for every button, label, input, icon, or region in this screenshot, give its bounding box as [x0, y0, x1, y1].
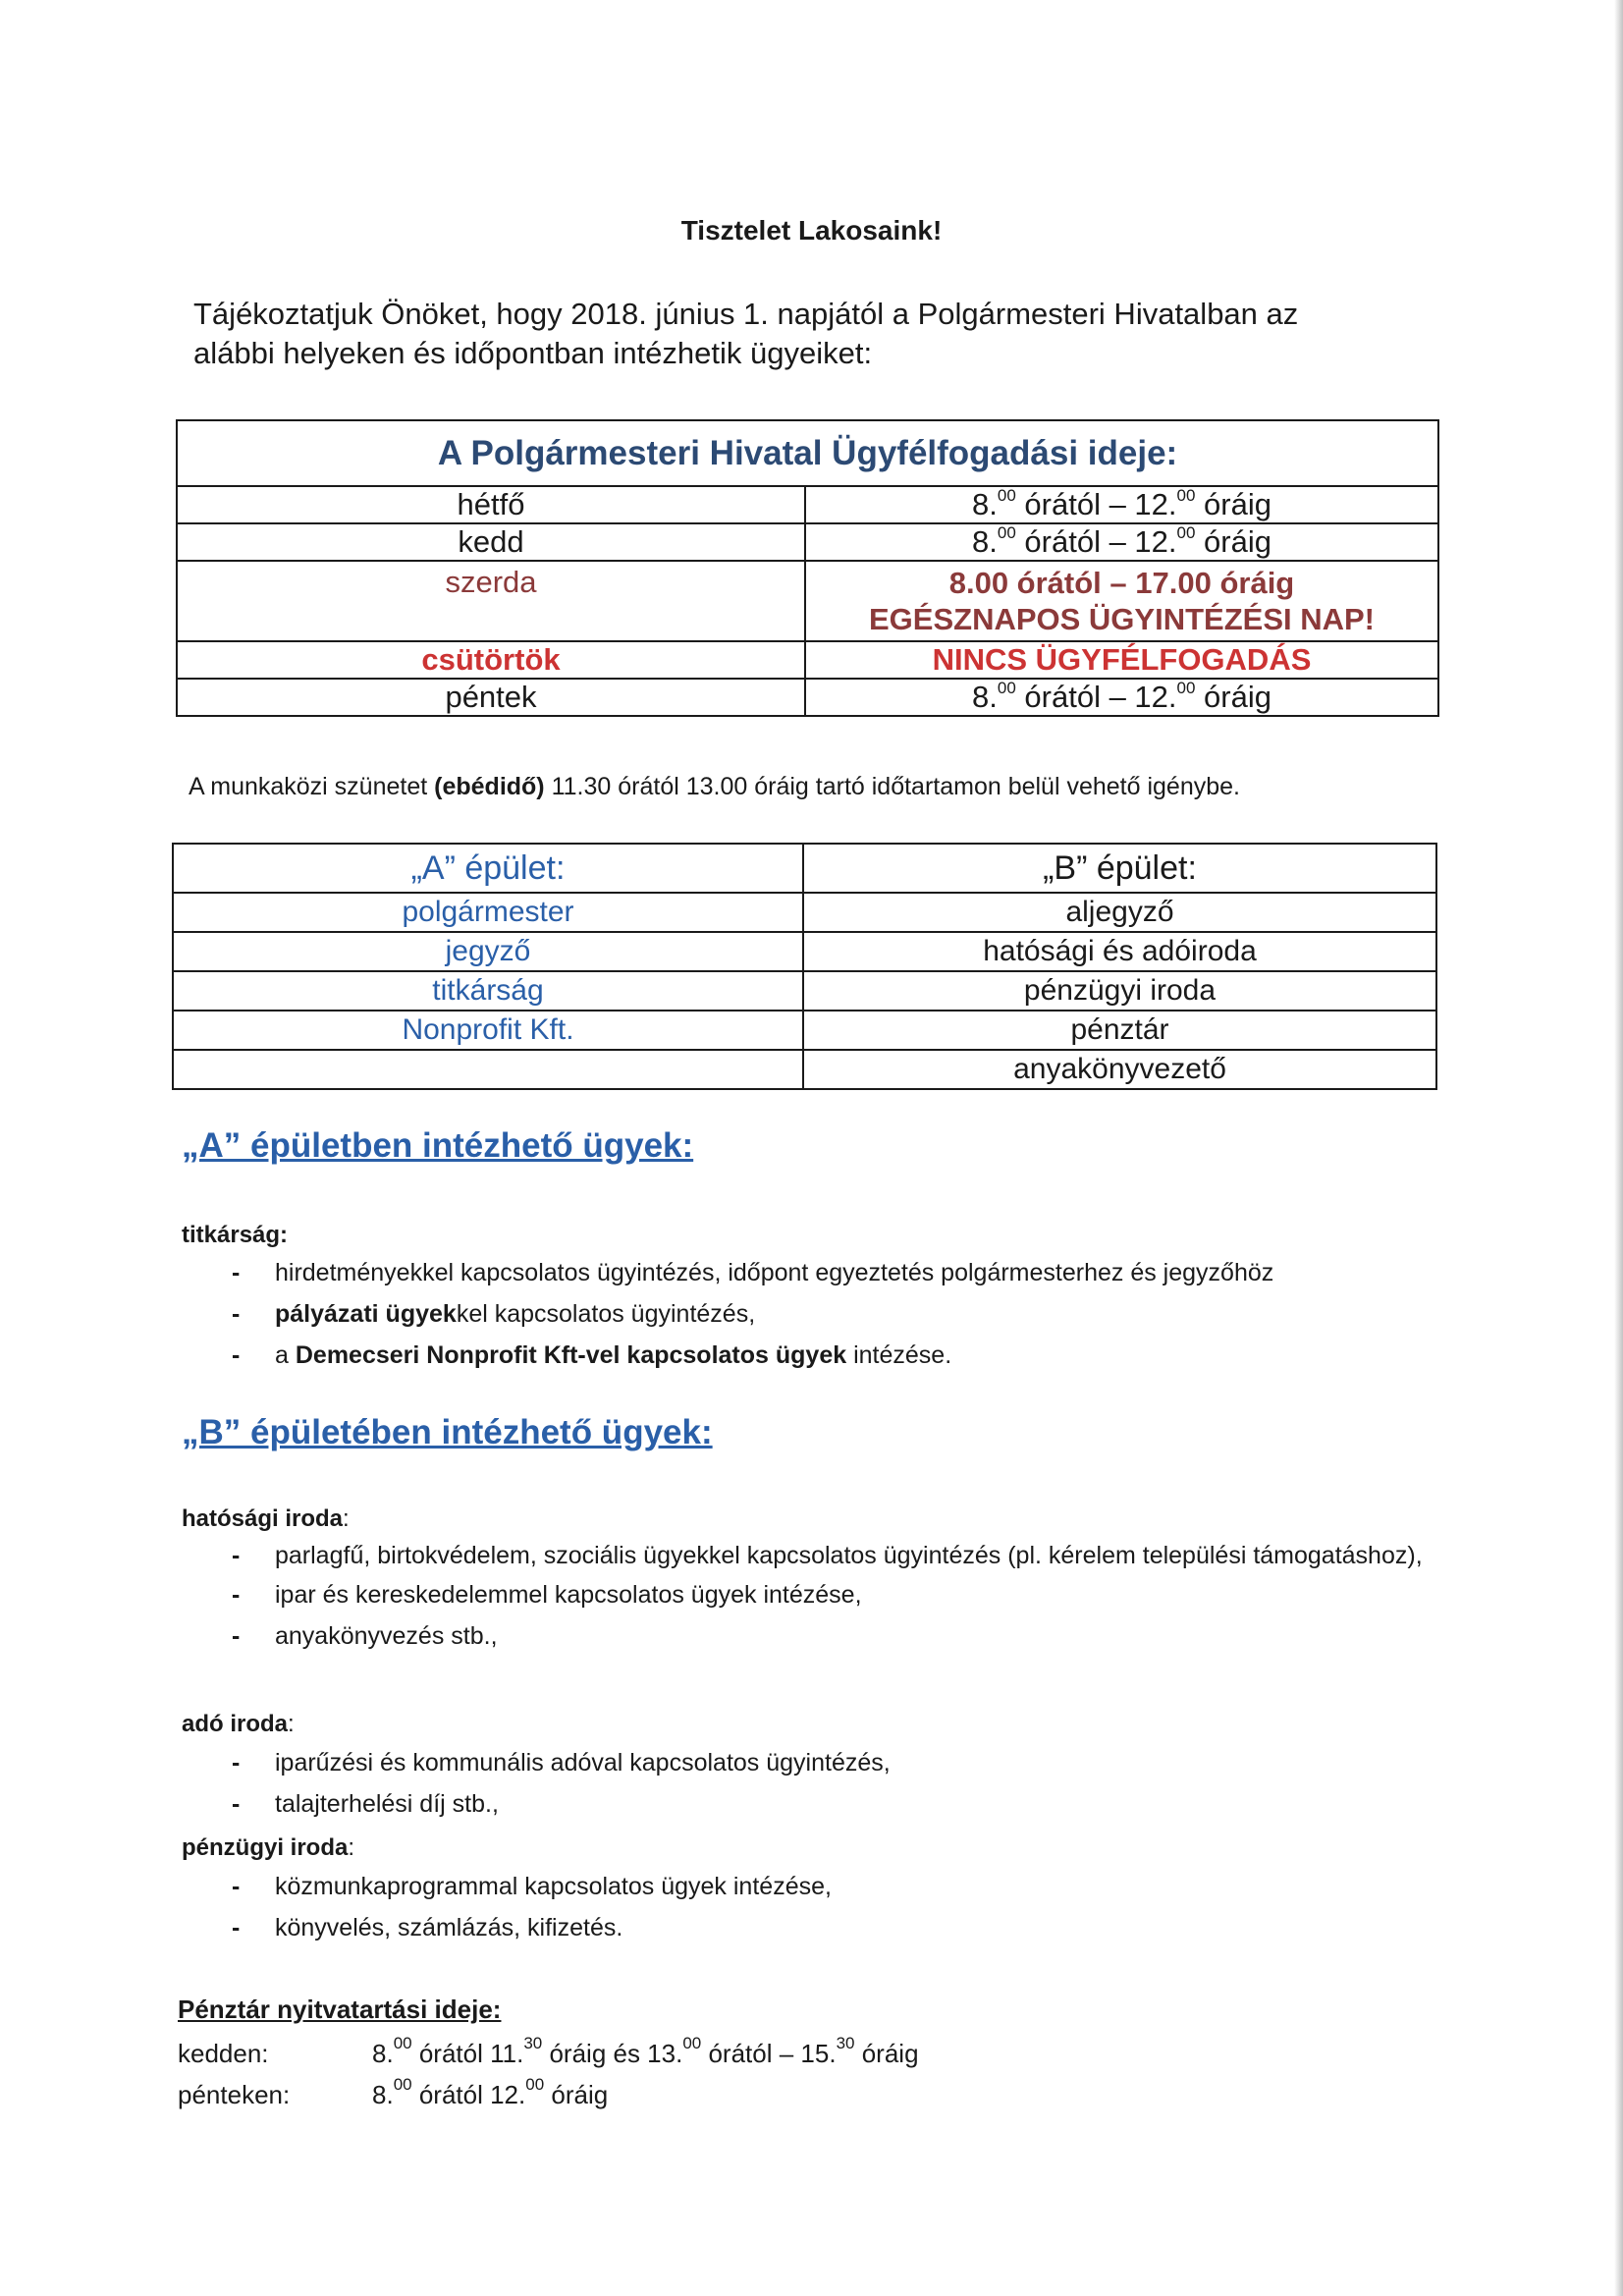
hours-row-friday	[177, 679, 1438, 716]
list-item: - parlagfű, birtokvédelem, szociális ügyekkel kapcsolatos ügyintézés (pl. kérelem települési támogatáshoz),	[232, 1537, 1426, 1574]
list-item: - ipar és kereskedelemmel kapcsolatos ügyek intézése,	[232, 1574, 1426, 1615]
no-reception-note: NINCS ÜGYFÉLFOGADÁS	[805, 641, 1438, 679]
day-label: kedd	[177, 523, 805, 561]
list-item: - talajterhelési díj stb.,	[232, 1783, 1426, 1825]
building-b-title: „B” épület:	[803, 844, 1436, 893]
hours-value: 8.00 órától – 12.00 óráig	[805, 679, 1438, 716]
day-label: péntek	[177, 679, 805, 716]
penzugyi-list	[232, 1866, 1426, 1948]
list-item: - anyakönyvezés stb.,	[232, 1615, 1426, 1657]
building-a-item: jegyző	[173, 932, 803, 971]
list-item: - közmunkaprogrammal kapcsolatos ügyek intézése,	[232, 1866, 1426, 1907]
office-hours-heading: A Polgármesteri Hivatal Ügyfélfogadási ideje:	[177, 420, 1438, 486]
hours-value	[805, 561, 1438, 641]
titkarsag-label: titkárság:	[182, 1222, 289, 1248]
section-a-heading: „A” épületben intézhető ügyek:	[182, 1126, 694, 1165]
hours-row-wednesday	[177, 561, 1438, 641]
hours-row-tuesday	[177, 523, 1438, 561]
penzugyi-label: pénzügyi iroda:	[182, 1834, 355, 1861]
list-item: - pályázati ügyekkel kapcsolatos ügyintézés,	[232, 1293, 1439, 1335]
day-label: csütörtök	[177, 641, 805, 679]
section-a-list	[232, 1252, 1439, 1376]
wednesday-time: 8.00 órától – 17.00 óráig	[948, 566, 1295, 600]
building-b-item: aljegyző	[803, 893, 1436, 932]
building-a-item	[173, 1050, 803, 1089]
building-a-title: „A” épület:	[173, 844, 803, 893]
hours-row-thursday	[177, 641, 1438, 679]
intro-line-2: alábbi helyeken és időpontban intézhetik ügyeiket:	[193, 336, 873, 370]
building-b-item: pénzügyi iroda	[803, 971, 1436, 1011]
day-label: hétfő	[177, 486, 805, 523]
building-b-item: hatósági és adóiroda	[803, 932, 1436, 971]
page-title: Tisztelet Lakosaink!	[680, 215, 943, 246]
building-b-item: anyakönyvezető	[803, 1050, 1436, 1089]
section-b-heading: „B” épületében intézhető ügyek:	[182, 1413, 713, 1451]
intro-line-1: Tájékoztatjuk Önöket, hogy 2018. június 1. napjától a Polgármesteri Hivatalban az	[193, 297, 1299, 331]
building-b-item: pénztár	[803, 1011, 1436, 1050]
building-a-item: polgármester	[173, 893, 803, 932]
hatosagi-label: hatósági iroda:	[182, 1505, 350, 1532]
list-item: - könyvelés, számlázás, kifizetés.	[232, 1907, 1426, 1948]
list-item: - hirdetményekkel kapcsolatos ügyintézés, időpont egyeztetés polgármesterhez és jegyzőhöz	[232, 1252, 1439, 1293]
list-item: - a Demecseri Nonprofit Kft-vel kapcsolatos ügyek intézése.	[232, 1335, 1439, 1376]
cashier-hours-tuesday: kedden: 8.00 órától 11.30 óráig és 13.00 órától – 15.30 óráig	[178, 2034, 919, 2068]
hatosagi-list	[232, 1537, 1426, 1657]
scan-edge	[1614, 0, 1623, 2296]
cashier-hours-friday: pénteken: 8.00 órától 12.00 óráig	[178, 2075, 609, 2109]
day-label: szerda	[177, 561, 805, 641]
wednesday-note: EGÉSZNAPOS ÜGYINTÉZÉSI NAP!	[868, 602, 1375, 636]
hours-value: 8.00 órától – 12.00 óráig	[805, 523, 1438, 561]
cashier-hours-title: Pénztár nyitvatartási ideje:	[178, 1995, 502, 2024]
hours-row-monday	[177, 486, 1438, 523]
hours-value: 8.00 órától – 12.00 óráig	[805, 486, 1438, 523]
lunch-break-note: A munkaközi szünetet (ebédidő) 11.30 órától 13.00 óráig tartó időtartamon belül vehető igénybe.	[189, 773, 1240, 800]
buildings-table	[172, 843, 1437, 1090]
ado-list	[232, 1742, 1426, 1825]
building-a-item: titkárság	[173, 971, 803, 1011]
cashier-day-label: pénteken:	[178, 2080, 291, 2109]
list-item: - iparűzési és kommunális adóval kapcsolatos ügyintézés,	[232, 1742, 1426, 1783]
building-a-item: Nonprofit Kft.	[173, 1011, 803, 1050]
office-hours-table	[176, 419, 1439, 717]
ado-label: adó iroda:	[182, 1711, 295, 1737]
cashier-day-label: kedden:	[178, 2039, 269, 2068]
intro-paragraph	[193, 295, 1440, 373]
